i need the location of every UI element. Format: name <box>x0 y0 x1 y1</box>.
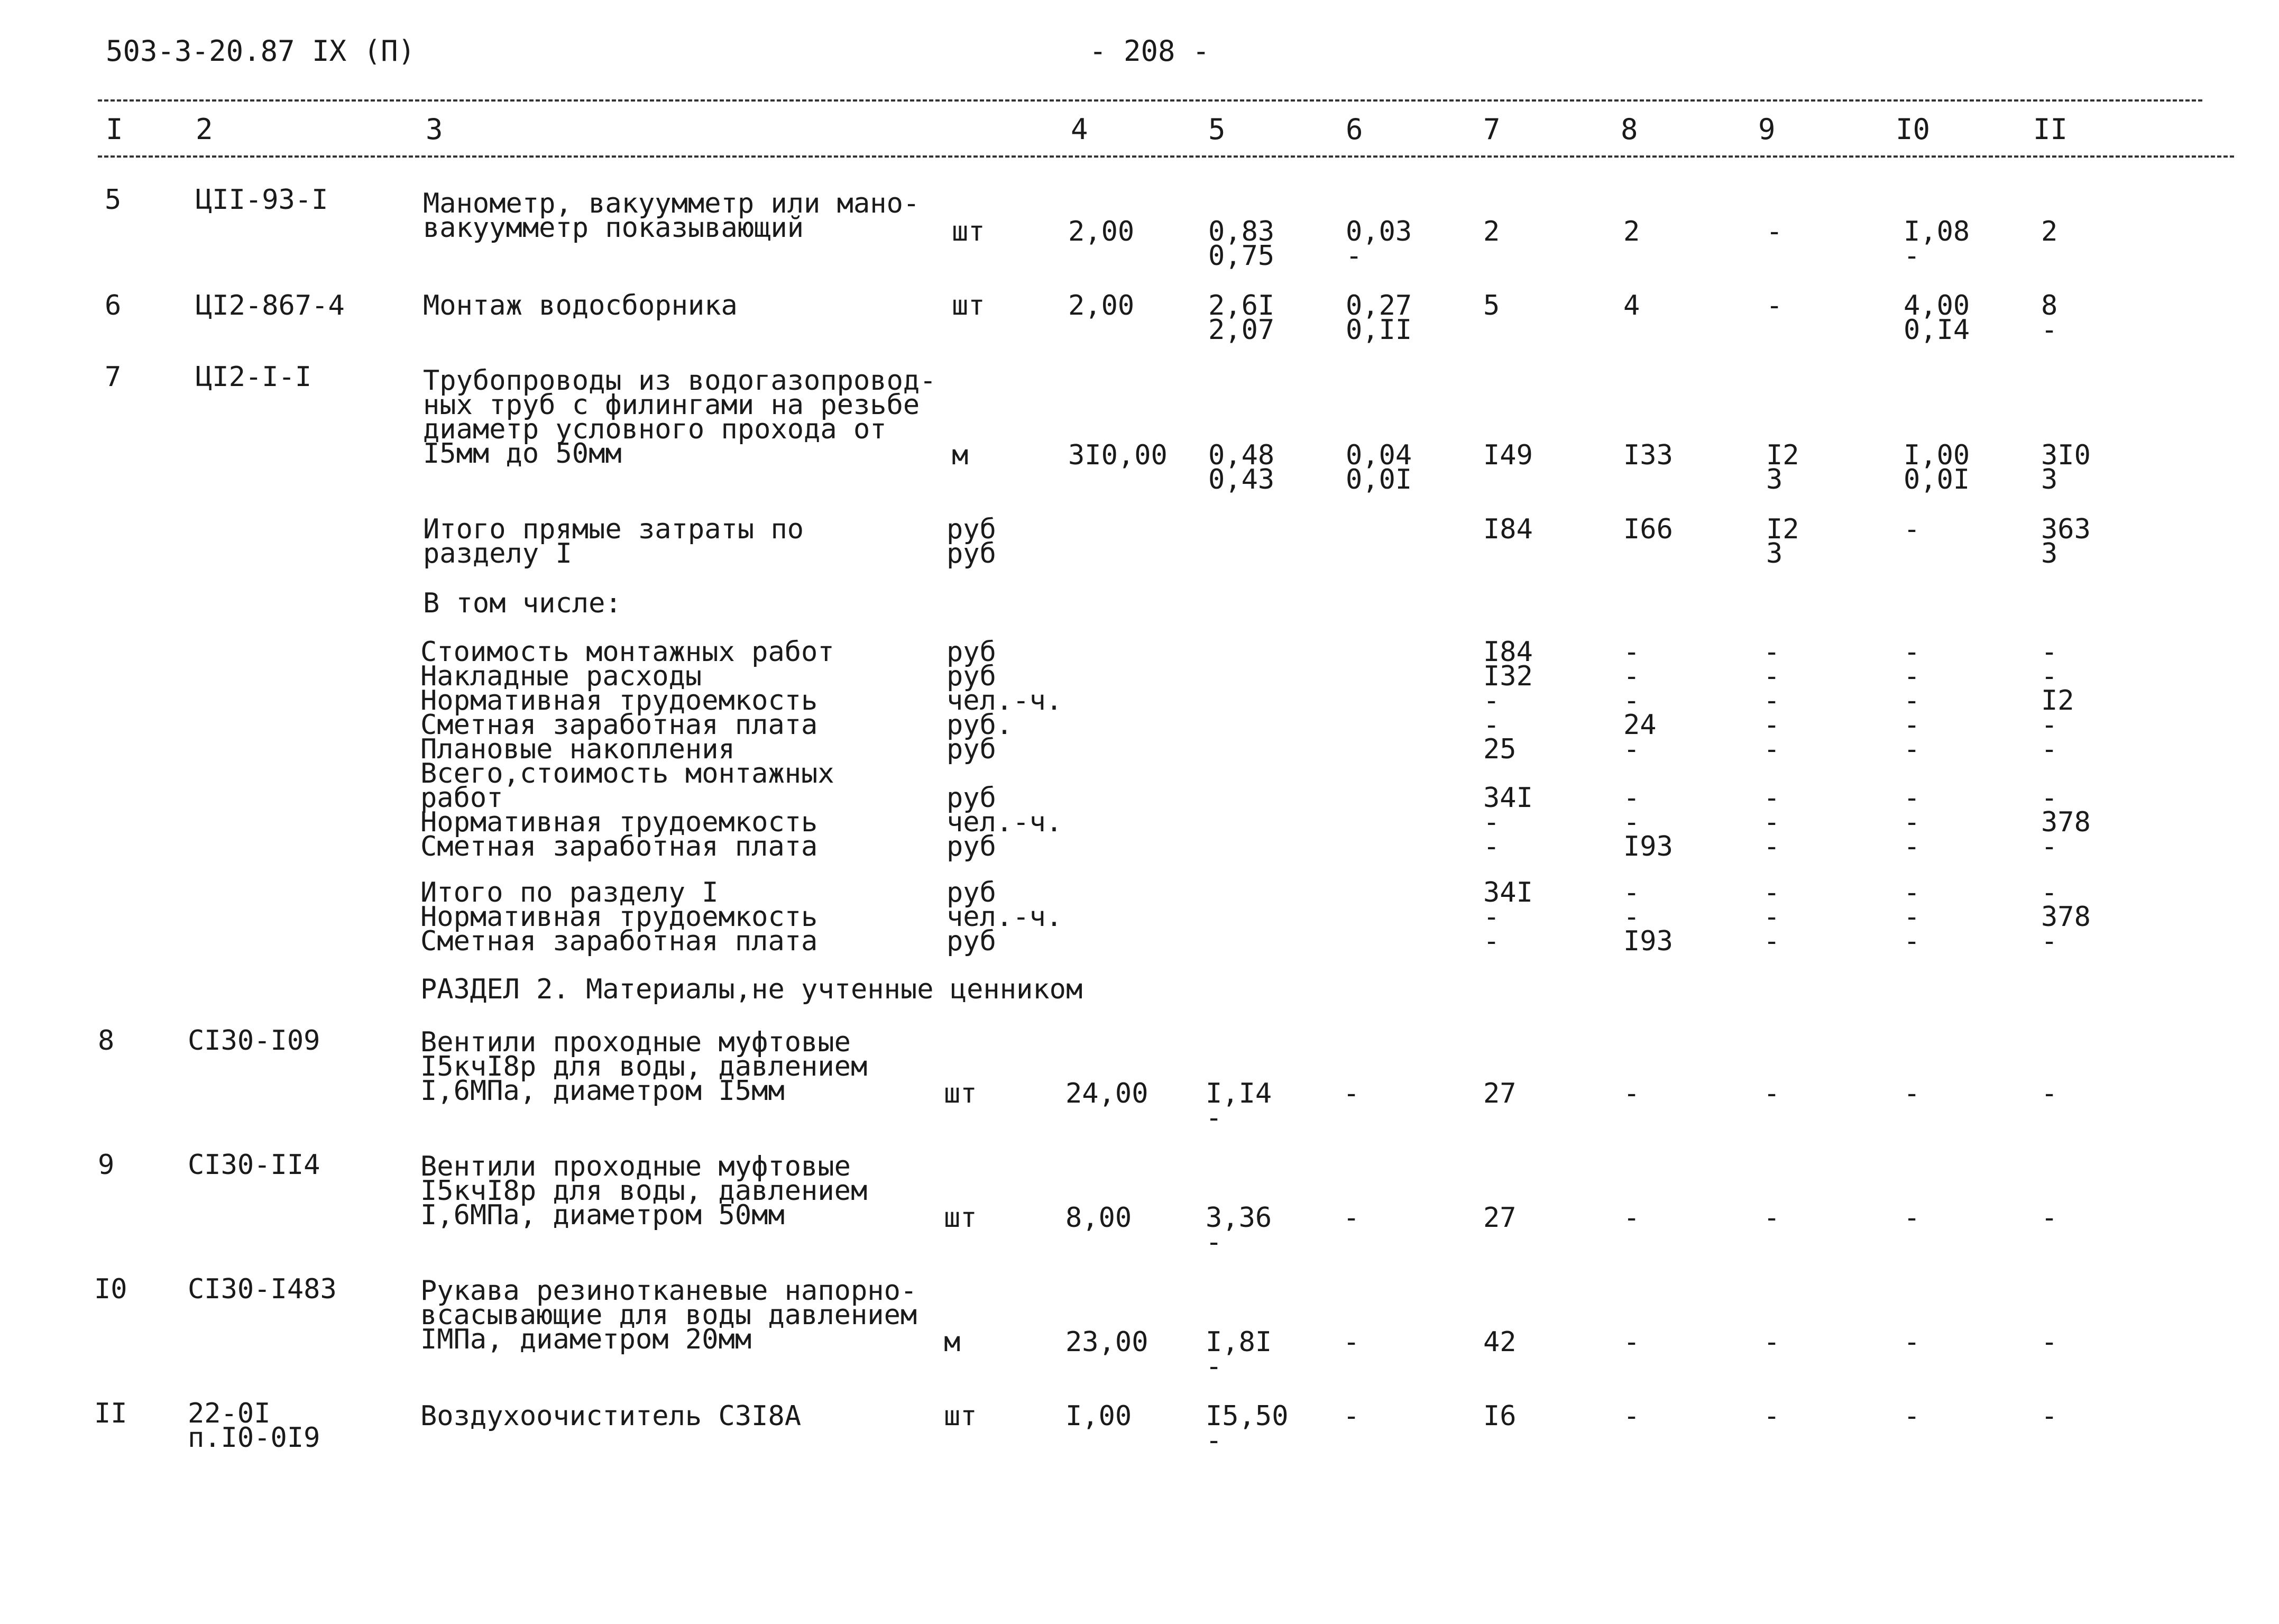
row-unit: м <box>944 1326 961 1358</box>
row-col8: I33 <box>1623 439 1673 471</box>
row-unit: шт <box>944 1202 977 1234</box>
row-col9: - <box>1766 216 1783 247</box>
col-header-1: I <box>106 113 123 146</box>
row-number: 7 <box>105 361 122 393</box>
row-col7: I49 <box>1483 439 1533 471</box>
row-col10: - <box>1904 1202 1920 1234</box>
row-col5: I,I4 - <box>1206 1078 1272 1134</box>
row-unit: шт <box>944 1078 977 1109</box>
section-total-col7: 34I - - <box>1483 877 1533 957</box>
row-col7: 42 <box>1483 1326 1517 1358</box>
row-col6: - <box>1343 1078 1360 1109</box>
row-col9: - <box>1763 1400 1780 1432</box>
section-total-col8: - - I93 <box>1623 877 1673 957</box>
row-description: Итого прямые затраты по разделу I <box>423 513 804 570</box>
row-description: Рукава резинотканевые напорно- всасывающие для воды давлением IМПа, диаметром 20мм <box>420 1275 917 1355</box>
row-code: ЦI2-867-4 <box>196 290 345 322</box>
row-col6: 0,03 - <box>1346 216 1412 272</box>
row-col11: - <box>2041 1326 2058 1358</box>
col-header-3: 3 <box>426 113 443 146</box>
breakdown-col11: - - I2 - - - 378 - <box>2041 636 2091 863</box>
row-quantity: 2,00 <box>1068 290 1135 322</box>
col-header-10: I0 <box>1896 113 1931 146</box>
row-col7: 5 <box>1483 290 1500 322</box>
row-description: Воздухоочиститель С3I8А <box>420 1400 802 1432</box>
row-col8: - <box>1623 1326 1640 1358</box>
row-col8: - <box>1623 1202 1640 1234</box>
row-col9: - <box>1763 1326 1780 1358</box>
col-header-7: 7 <box>1483 113 1501 146</box>
row-col10: - <box>1904 513 1920 545</box>
breakdown-col7: I84 I32 - - 25 34I - - <box>1483 636 1533 863</box>
col-header-11: II <box>2033 113 2068 146</box>
row-unit: м <box>952 439 969 471</box>
row-col6: - <box>1343 1400 1360 1432</box>
row-col11: - <box>2041 1078 2058 1109</box>
header-top-rule <box>98 99 2202 102</box>
row-col9: - <box>1763 1202 1780 1234</box>
row-col11: - <box>2041 1400 2058 1432</box>
row-col11: 3I0 3 <box>2041 439 2091 496</box>
breakdown-description: Стоимость монтажных работ Накладные расходы Нормативная трудоемкость Сметная заработная плата Плановые накопления Всего,стоимость монтажных работ Нормативная трудоемкость Сметная заработная плата <box>420 636 834 863</box>
row-col7: 27 <box>1483 1202 1517 1234</box>
row-description: Вентили проходные муфтовые I5кчI8р для воды, давлением I,6МПа, диаметром 50мм <box>420 1151 868 1231</box>
row-quantity: 3I0,00 <box>1068 439 1168 471</box>
row-quantity: 23,00 <box>1065 1326 1148 1358</box>
row-quantity: 8,00 <box>1065 1202 1132 1234</box>
including-label: В том числе: <box>423 588 622 619</box>
col-header-5: 5 <box>1208 113 1226 146</box>
row-col10: - <box>1904 1400 1920 1432</box>
breakdown-col8: - - - 24 - - - I93 <box>1623 636 1673 863</box>
row-col10: 4,00 0,I4 <box>1904 290 1970 346</box>
row-col5: 3,36 - <box>1206 1202 1272 1258</box>
row-number: 8 <box>98 1025 115 1057</box>
row-col9: I2 3 <box>1766 513 1799 570</box>
row-code: 22-0I п.I0-0I9 <box>188 1398 320 1454</box>
row-col8: - <box>1623 1078 1640 1109</box>
row-col8: 4 <box>1623 290 1640 322</box>
row-col11: - <box>2041 1202 2058 1234</box>
breakdown-col9: - - - - - - - - <box>1763 636 1780 863</box>
row-number: II <box>94 1398 127 1429</box>
row-unit: руб руб <box>946 513 996 570</box>
row-col5: I,8I - <box>1206 1326 1272 1382</box>
row-code: ЦII-93-I <box>196 184 328 216</box>
row-col10: - <box>1904 1078 1920 1109</box>
row-col9: - <box>1766 290 1783 322</box>
row-code: CI30-I09 <box>188 1025 320 1057</box>
col-header-4: 4 <box>1071 113 1088 146</box>
row-col10: I,08 - <box>1904 216 1970 272</box>
row-col11: 2 <box>2041 216 2058 247</box>
row-number: 5 <box>105 184 122 216</box>
col-header-8: 8 <box>1621 113 1638 146</box>
col-header-2: 2 <box>196 113 213 146</box>
row-quantity: 2,00 <box>1068 216 1135 247</box>
row-col10: I,00 0,0I <box>1904 439 1970 496</box>
row-col6: 0,04 0,0I <box>1346 439 1412 496</box>
row-code: CI30-II4 <box>188 1149 320 1181</box>
row-number: 9 <box>98 1149 115 1181</box>
row-unit: шт <box>952 290 985 322</box>
row-col8: 2 <box>1623 216 1640 247</box>
row-code: ЦI2-I-I <box>196 361 312 393</box>
row-col11: 363 3 <box>2041 513 2091 570</box>
row-number: I0 <box>94 1273 127 1305</box>
row-col5: 0,48 0,43 <box>1208 439 1275 496</box>
row-unit: шт <box>952 216 985 247</box>
row-col6: - <box>1343 1202 1360 1234</box>
row-description: Трубопроводы из водогазопровод- ных труб с филингами на резьбе диаметр условного прохода от I5мм до 50мм <box>423 365 936 470</box>
section-total-description: Итого по разделу I Нормативная трудоемкость Сметная заработная плата <box>420 877 818 957</box>
breakdown-unit: руб руб чел.-ч. руб. руб руб чел.-ч. руб <box>946 636 1063 863</box>
row-quantity: 24,00 <box>1065 1078 1148 1109</box>
section-total-col10: - - - <box>1904 877 1920 957</box>
row-col6: - <box>1343 1326 1360 1358</box>
row-quantity: I,00 <box>1065 1400 1132 1432</box>
col-header-9: 9 <box>1758 113 1776 146</box>
row-description: Манометр, вакуумметр или мано- вакуумметр показывающий <box>423 188 920 244</box>
section-2-title: РАЗДЕЛ 2. Материалы,не учтенные ценником <box>420 974 1083 1005</box>
row-col6: 0,27 0,II <box>1346 290 1412 346</box>
row-col8: I66 <box>1623 513 1673 545</box>
row-code: CI30-I483 <box>188 1273 337 1305</box>
row-col9: I2 3 <box>1766 439 1799 496</box>
breakdown-col10: - - - - - - - - <box>1904 636 1920 863</box>
row-description: Монтаж водосборника <box>423 290 738 322</box>
row-col7: I84 <box>1483 513 1533 545</box>
col-header-6: 6 <box>1346 113 1363 146</box>
row-description: Вентили проходные муфтовые I5кчI8р для воды, давлением I,6МПа, диаметром I5мм <box>420 1026 868 1107</box>
row-col7: 2 <box>1483 216 1500 247</box>
section-total-col9: - - - <box>1763 877 1780 957</box>
page-number: - 208 - <box>1089 34 1210 68</box>
section-total-unit: руб чел.-ч. руб <box>946 877 1063 957</box>
row-col7: 27 <box>1483 1078 1517 1109</box>
document-code: 503-3-20.87 IX (П) <box>106 34 416 68</box>
row-unit: шт <box>944 1400 977 1432</box>
row-number: 6 <box>105 290 122 322</box>
row-col5: 0,83 0,75 <box>1208 216 1275 272</box>
row-col11: 8 - <box>2041 290 2058 346</box>
row-col9: - <box>1763 1078 1780 1109</box>
row-col8: - <box>1623 1400 1640 1432</box>
header-bottom-rule <box>98 155 2234 158</box>
section-total-col11: - 378 - <box>2041 877 2091 957</box>
row-col5: 2,6I 2,07 <box>1208 290 1275 346</box>
row-col5: I5,50 - <box>1206 1400 1289 1456</box>
row-col10: - <box>1904 1326 1920 1358</box>
row-col7: I6 <box>1483 1400 1517 1432</box>
